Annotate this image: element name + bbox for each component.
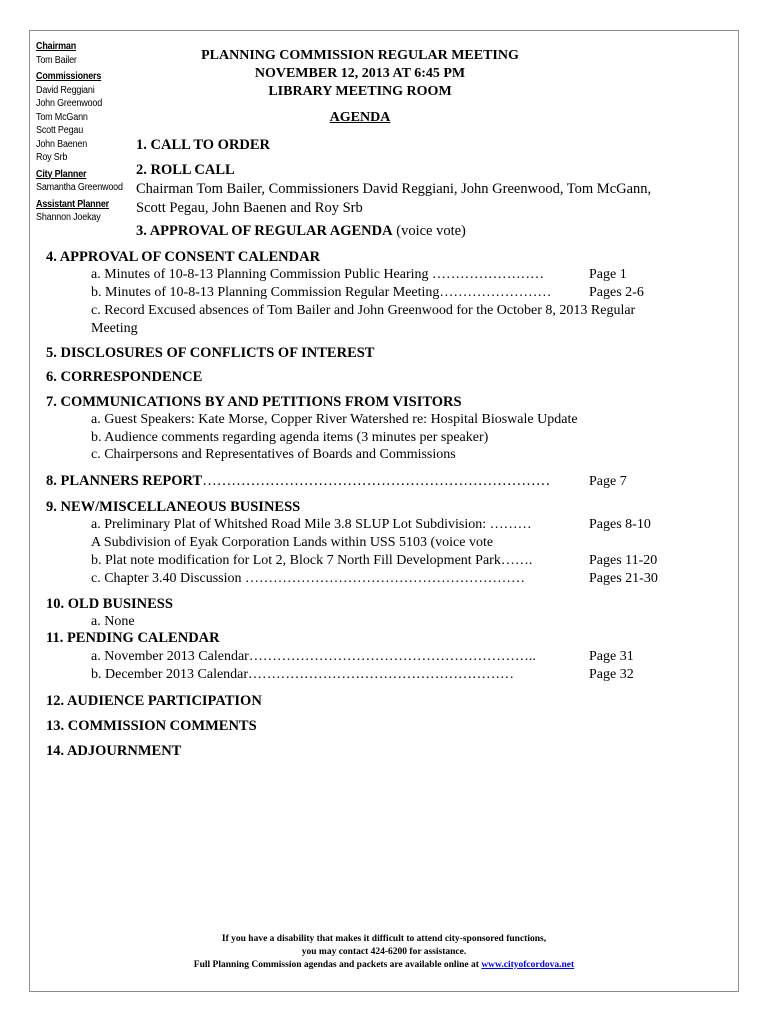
item-consent-calendar: 4. APPROVAL OF CONSENT CALENDAR — [46, 249, 321, 265]
consent-item-c-cont: Meeting — [91, 321, 138, 336]
commissioner-name: Tom McGann — [36, 111, 88, 123]
pending-item-b: b. December 2013 Calendar………………………………………………… — [91, 667, 515, 682]
footer-contact: you may contact 424-6200 for assistance. — [301, 947, 467, 957]
new-business-item-b: b. Plat note modification for Lot 2, Block 7 North Fill Development Park……. — [91, 553, 533, 568]
assistant-planner-name: Shannon Joekay — [36, 212, 101, 223]
consent-item-b-page: Pages 2-6 — [589, 285, 644, 300]
commissioner-name: David Reggiani — [36, 84, 95, 96]
chairman-name: Tom Bailer — [36, 54, 77, 66]
chairman-heading: Chairman — [36, 41, 77, 52]
roll-call-names: Chairman Tom Bailer, Commissioners David Reggiani, John Greenwood, Tom McGann, — [136, 181, 652, 197]
meeting-title: PLANNING COMMISSION REGULAR MEETING — [201, 48, 519, 63]
consent-item-c: c. Record Excused absences of Tom Bailer and John Greenwood for the October 8, 2013 Regular — [91, 303, 636, 318]
item-new-business: 9. NEW/MISCELLANEOUS BUSINESS — [46, 499, 301, 515]
communications-item-c: c. Chairpersons and Representatives of Boards and Commissions — [91, 447, 456, 462]
city-planner-name: Samantha Greenwood — [36, 182, 123, 193]
item-audience-participation: 12. AUDIENCE PARTICIPATION — [46, 693, 262, 709]
consent-item-a: a. Minutes of 10-8-13 Planning Commission Public Hearing …………………… — [91, 267, 545, 282]
item-old-business: 10. OLD BUSINESS — [46, 596, 173, 612]
planners-report-label: 8. PLANNERS REPORT — [46, 473, 203, 489]
new-business-item-a-page: Pages 8-10 — [589, 517, 651, 532]
pending-item-a: a. November 2013 Calendar…………………………………………………….. — [91, 649, 536, 664]
city-planner-heading: City Planner — [36, 168, 87, 180]
communications-item-a: a. Guest Speakers: Kate Morse, Copper River Watershed re: Hospital Bioswale Update — [91, 412, 578, 427]
commissioner-name: Scott Pegau — [36, 125, 84, 136]
item-call-to-order: 1. CALL TO ORDER — [136, 137, 271, 153]
new-business-item-b-page: Pages 11-20 — [589, 553, 658, 568]
agenda-page — [29, 30, 739, 992]
planners-report-leader: ……………………………………………………………… — [202, 473, 551, 489]
communications-item-b: b. Audience comments regarding agenda items (3 minutes per speaker) — [91, 430, 489, 445]
meeting-date: NOVEMBER 12, 2013 AT 6:45 PM — [254, 66, 466, 81]
item-communications: 7. COMMUNICATIONS BY AND PETITIONS FROM VISITORS — [46, 394, 462, 410]
assistant-planner-heading: Assistant Planner — [36, 198, 109, 210]
item-roll-call: 2. ROLL CALL — [136, 162, 235, 178]
meeting-location: LIBRARY MEETING ROOM — [268, 84, 452, 99]
old-business-item-a: a. None — [91, 614, 135, 629]
planners-report-page: Page 7 — [589, 474, 627, 489]
agenda-heading: AGENDA — [329, 110, 391, 125]
item-planners-report — [46, 473, 550, 490]
item-commission-comments: 13. COMMISSION COMMENTS — [46, 718, 257, 734]
commissioner-name: John Baenen — [36, 138, 88, 150]
roll-call-names-cont: Scott Pegau, John Baenen and Roy Srb — [136, 200, 363, 216]
approval-agenda-label: 3. APPROVAL OF REGULAR AGENDA — [136, 223, 393, 239]
approval-agenda-note: (voice vote) — [392, 223, 466, 239]
new-business-item-a: a. Preliminary Plat of Whitshed Road Mile 3.8 SLUP Lot Subdivision: ……… — [91, 517, 532, 532]
item-adjournment: 14. ADJOURNMENT — [46, 743, 182, 759]
consent-item-b: b. Minutes of 10-8-13 Planning Commission Regular Meeting…………………… — [91, 285, 552, 300]
new-business-item-c-page: Pages 21-30 — [589, 571, 658, 586]
commissioner-name: John Greenwood — [36, 98, 103, 109]
new-business-item-a-cont: A Subdivision of Eyak Corporation Lands within USS 5103 (voice vote — [91, 535, 494, 550]
consent-item-a-page: Page 1 — [589, 267, 627, 282]
footer-accessibility: If you have a disability that makes it difficult to attend city-sponsored functions, — [221, 934, 547, 944]
footer-online-note — [30, 960, 738, 970]
item-pending-calendar: 11. PENDING CALENDAR — [46, 630, 220, 646]
pending-item-a-page: Page 31 — [589, 649, 634, 664]
new-business-item-c: c. Chapter 3.40 Discussion …………………………………………………… — [91, 571, 525, 586]
commissioners-heading: Commissioners — [36, 71, 102, 82]
pending-item-b-page: Page 32 — [589, 667, 634, 682]
sidebar-roster — [36, 40, 123, 225]
item-disclosures: 5. DISCLOSURES OF CONFLICTS OF INTEREST — [46, 345, 375, 361]
item-correspondence: 6. CORRESPONDENCE — [46, 369, 203, 385]
website-link[interactable]: www.cityofcordova.net — [481, 960, 575, 970]
item-approval-agenda — [136, 223, 466, 240]
footer-online-prefix: Full Planning Commission agendas and packets are available online at — [193, 960, 482, 970]
commissioner-name: Roy Srb — [36, 152, 68, 163]
